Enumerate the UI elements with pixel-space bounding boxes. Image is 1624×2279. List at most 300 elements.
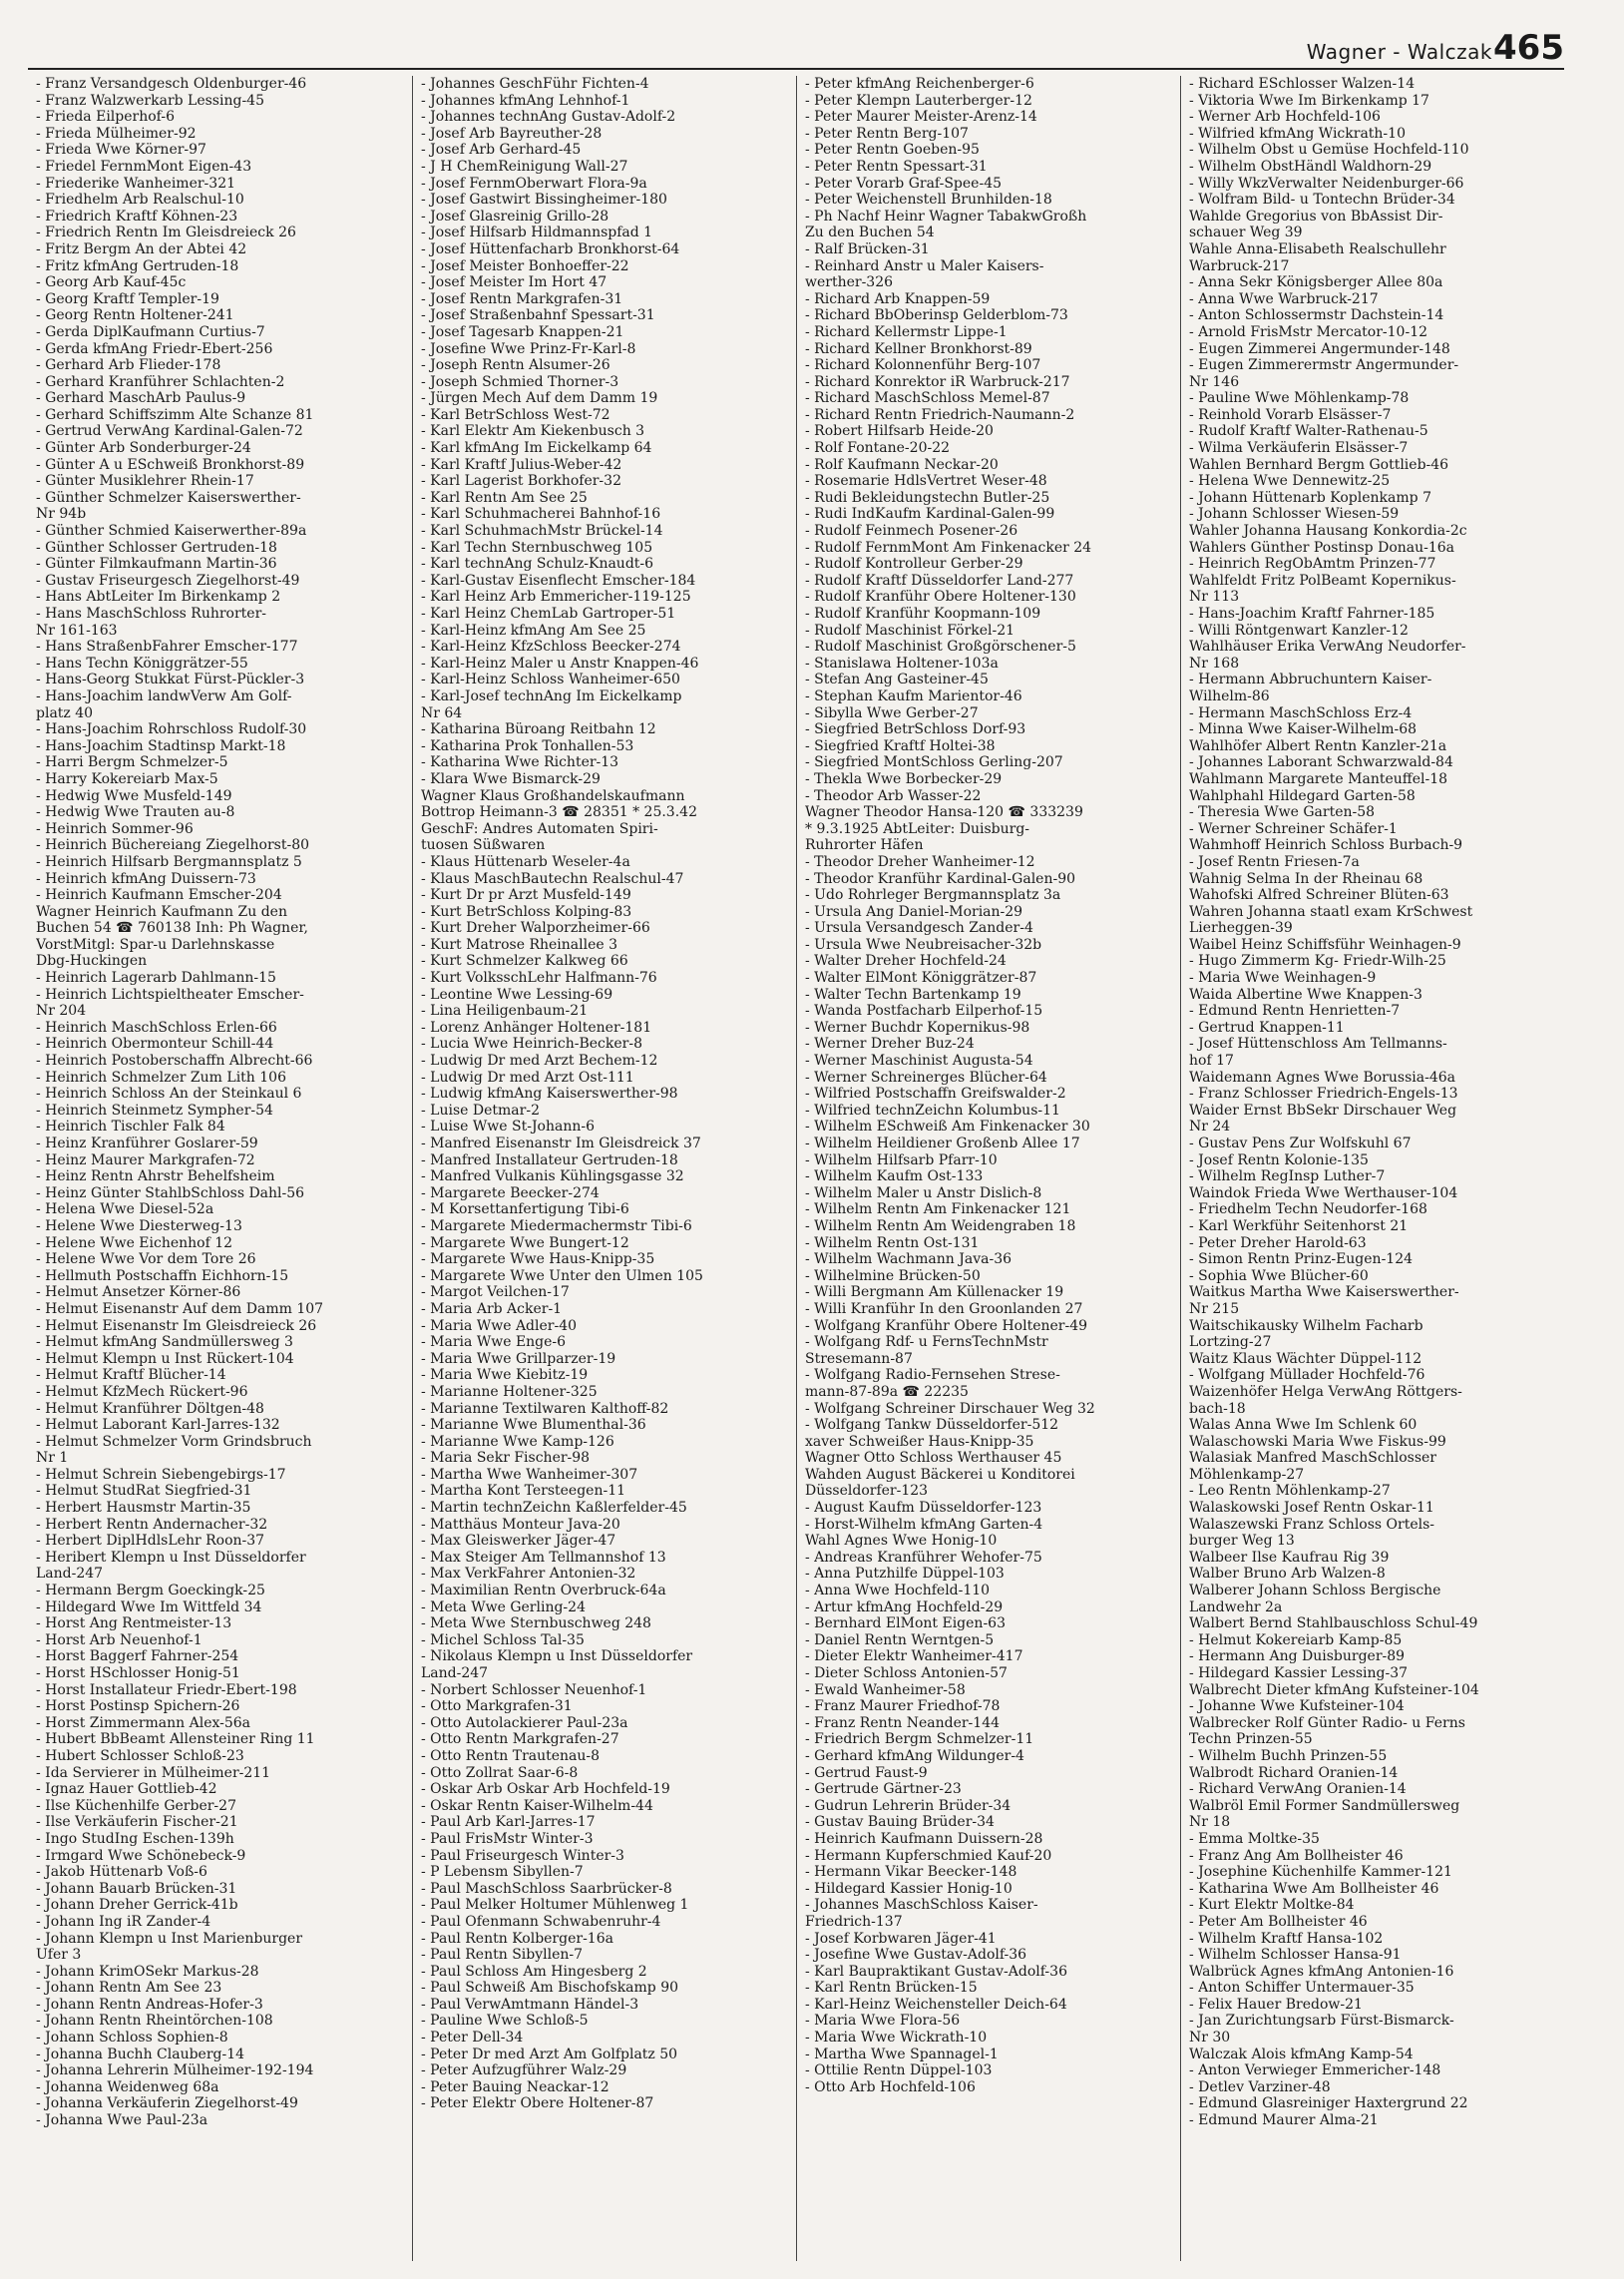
directory-entry-line: - Wolfram Bild- u Tontechn Brüder-34	[1189, 192, 1455, 209]
directory-entry-line: - Helmut Ansetzer Körner-86	[36, 1284, 241, 1301]
directory-entry-line: - Werner Schreiner Schäfer-1	[1189, 820, 1398, 837]
directory-entry-line: - Josef Gastwirt Bissingheimer-180	[421, 192, 667, 209]
directory-entry-line: - Leontine Wwe Lessing-69	[421, 986, 613, 1003]
directory-entry-line: - Paul MaschSchloss Saarbrücker-8	[421, 1880, 672, 1897]
directory-entry-line: - Katharina Prok Tonhallen-53	[421, 737, 634, 754]
directory-entry-line: - Lina Heiligenbaum-21	[421, 1003, 589, 1020]
directory-entry-line: - Peter Maurer Meister-Arenz-14	[805, 109, 1037, 126]
directory-entry-line: tuosen Süßwaren	[421, 837, 546, 854]
directory-entry-line: VorstMitgl: Spar-u Darlehnskasse	[36, 936, 275, 953]
directory-entry-line: - Martha Wwe Wanheimer-307	[421, 1466, 638, 1483]
directory-entry-line: - Karl-Heinz Weichensteller Deich-64	[805, 1996, 1067, 2013]
directory-entry-line: - Gustav Friseurgesch Ziegelhorst-49	[36, 572, 300, 589]
directory-entry-line: - Theodor Kranführ Kardinal-Galen-90	[805, 870, 1076, 887]
directory-entry-line: - Oskar Arb Oskar Arb Hochfeld-19	[421, 1781, 670, 1798]
directory-entry-line: - Stefan Ang Gasteiner-45	[805, 672, 989, 688]
directory-column-3	[796, 76, 1180, 2261]
directory-entry-line: - Wilhelm Hilfsarb Pfarr-10	[805, 1151, 998, 1168]
directory-entry-line: - Anna Wwe Warbruck-217	[1189, 290, 1379, 307]
directory-entry-line: - Frieda Mülheimer-92	[36, 125, 197, 142]
directory-entry-line: - Günther Schlosser Gertruden-18	[36, 539, 277, 556]
directory-entry-line: - Detlev Varziner-48	[1189, 2078, 1331, 2095]
directory-entry-line: - Wilfried kfmAng Wickrath-10	[1189, 125, 1406, 142]
directory-entry-line: - Thekla Wwe Borbecker-29	[805, 770, 1003, 787]
directory-entry-line: - Helmut Kraftf Blücher-14	[36, 1367, 226, 1384]
directory-entry-line: Düsseldorfer-123	[805, 1483, 929, 1500]
directory-entry-line: - Ottilie Rentn Düppel-103	[805, 2062, 993, 2079]
directory-entry-line: - Max VerkFahrer Antonien-32	[421, 1566, 636, 1583]
directory-entry-line: - Katharina Wwe Richter-13	[421, 754, 619, 771]
directory-entry-line: - Wilhelm Rentn Ost-131	[805, 1234, 980, 1251]
directory-entry-line: - Richard Kellermstr Lippe-1	[805, 323, 1008, 340]
directory-entry-line: - Ilse Küchenhilfe Gerber-27	[36, 1797, 236, 1814]
directory-entry-line: - Gerhard kfmAng Wildunger-4	[805, 1747, 1024, 1764]
directory-entry-line: - Frieda Eilperhof-6	[36, 109, 175, 126]
directory-entry-line: - Dieter Elektr Wanheimer-417	[805, 1648, 1023, 1665]
directory-entry-line: - Martha Wwe Spannagel-1	[805, 2046, 999, 2062]
directory-entry-line: - Joseph Rentn Alsumer-26	[421, 357, 610, 374]
directory-entry-line: - Wilhelm ObstHändl Waldhorn-29	[1189, 158, 1432, 175]
directory-entry-line: - Otto Rentn Trautenau-8	[421, 1747, 601, 1764]
directory-entry-line: - Karl-Josef technAng Im Eickelkamp	[421, 687, 682, 704]
running-head: Wagner - Walczak	[1306, 40, 1492, 64]
directory-entry-line: - Peter Weichenstell Brunhilden-18	[805, 192, 1052, 209]
directory-entry-line: - Karl Werkführ Seitenhorst 21	[1189, 1217, 1409, 1234]
directory-entry-line: - Günter Filmkaufmann Martin-36	[36, 556, 277, 573]
directory-entry-line: - Jürgen Mech Auf dem Damm 19	[421, 390, 658, 407]
directory-entry-line: Walaschowski Maria Wwe Fiskus-99	[1189, 1433, 1446, 1450]
directory-entry-line: - Georg Rentn Holtener-241	[36, 307, 234, 324]
directory-entry-line: Waitz Klaus Wächter Düppel-112	[1189, 1350, 1422, 1367]
directory-entry-line: - Rudolf Kranführ Koopmann-109	[805, 606, 1041, 622]
directory-entry-line: - P Lebensm Sibyllen-7	[421, 1864, 584, 1881]
directory-entry-line: - Paul FrisMstr Winter-3	[421, 1830, 594, 1847]
directory-entry-line: - Franz Ang Am Bollheister 46	[1189, 1847, 1404, 1864]
directory-entry-line: - J H ChemReinigung Wall-27	[421, 158, 628, 175]
directory-entry-line: - Georg Arb Kauf-45c	[36, 274, 187, 291]
directory-entry-line: - Ludwig Dr med Arzt Bechem-12	[421, 1053, 658, 1070]
directory-entry-line: - Hermann Kupferschmied Kauf-20	[805, 1847, 1052, 1864]
directory-entry-line: Wahmhoff Heinrich Schloss Burbach-9	[1189, 837, 1463, 854]
directory-entry-line: - Helmut kfmAng Sandmüllersweg 3	[36, 1334, 293, 1351]
directory-entry-line: - Karl BetrSchloss West-72	[421, 406, 610, 423]
directory-entry-line: - Günther Schmied Kaiserwerther-89a	[36, 523, 307, 540]
directory-entry-line: Lierheggen-39	[1189, 920, 1293, 937]
directory-entry-line: - Wanda Postfacharb Eilperhof-15	[805, 1003, 1043, 1020]
directory-entry-line: - Johann KrimOSekr Markus-28	[36, 1963, 259, 1980]
directory-entry-line: - Walter Dreher Hochfeld-24	[805, 953, 1007, 970]
directory-entry-line: - Leo Rentn Möhlenkamp-27	[1189, 1483, 1391, 1500]
directory-entry-line: - Margarete Wwe Unter den Ulmen 105	[421, 1267, 703, 1284]
directory-entry-line: - Hedwig Wwe Musfeld-149	[36, 787, 232, 804]
directory-entry-line: - Udo Rohrleger Bergmannsplatz 3a	[805, 887, 1061, 904]
directory-entry-line: - Josefine Wwe Gustav-Adolf-36	[805, 1947, 1027, 1964]
directory-entry-line: - Kurt BetrSchloss Kolping-83	[421, 903, 632, 920]
directory-entry-line: Wahlhöfer Albert Rentn Kanzler-21a	[1189, 737, 1447, 754]
directory-entry-line: - Helene Wwe Diesterweg-13	[36, 1217, 242, 1234]
directory-entry-line: - Heinrich kfmAng Duissern-73	[36, 870, 256, 887]
directory-entry-line: hof 17	[1189, 1053, 1234, 1070]
directory-entry-line: - Karl-Heinz Maler u Anstr Knappen-46	[421, 655, 699, 672]
directory-entry-line: - Sophia Wwe Blücher-60	[1189, 1267, 1369, 1284]
directory-entry-line: Nr 24	[1189, 1119, 1231, 1136]
directory-entry-line: - Wilhelm Rentn Am Weidengraben 18	[805, 1217, 1076, 1234]
directory-entry-line: - Margarete Wwe Haus-Knipp-35	[421, 1251, 655, 1268]
directory-entry-line: - Pauline Wwe Möhlenkamp-78	[1189, 390, 1410, 407]
directory-entry-line: - Hermann MaschSchloss Erz-4	[1189, 704, 1413, 721]
directory-entry-line: Wahl Agnes Wwe Honig-10	[805, 1533, 998, 1550]
directory-entry-line: - Hans Techn Königgrätzer-55	[36, 655, 248, 672]
directory-entry-line: Wahren Johanna staatl exam KrSchwest	[1189, 903, 1473, 920]
directory-entry-line: - Wolfgang Müllader Hochfeld-76	[1189, 1367, 1425, 1384]
directory-entry-line: - Heinrich RegObAmtm Prinzen-77	[1189, 556, 1436, 573]
directory-entry-line: - Richard Kellner Bronkhorst-89	[805, 340, 1032, 357]
directory-entry-line: - Günter Arb Sonderburger-24	[36, 440, 251, 457]
directory-entry-line: - Edmund Glasreiniger Haxtergrund 22	[1189, 2095, 1468, 2112]
directory-entry-line: - Rudolf Kraftf Walter-Rathenau-5	[1189, 423, 1428, 440]
directory-entry-line: - Ralf Brücken-31	[805, 240, 930, 257]
directory-entry-line: platz 40	[36, 704, 94, 721]
directory-entry-line: - Martin technZeichn Kaßlerfelder-45	[421, 1500, 687, 1517]
directory-entry-line: - Willy WkzVerwalter Neidenburger-66	[1189, 175, 1464, 192]
directory-entry-line: - Johann Klempn u Inst Marienburger	[36, 1930, 303, 1947]
directory-entry-line: - Ph Nachf Heinr Wagner TabakwGroßh	[805, 208, 1087, 225]
directory-entry-line: - Norbert Schlosser Neuenhof-1	[421, 1681, 647, 1698]
directory-entry-line: - Günter Musiklehrer Rhein-17	[36, 473, 254, 490]
directory-entry-line: - Viktoria Wwe Im Birkenkamp 17	[1189, 92, 1429, 109]
directory-entry-line: - Gustav Pens Zur Wolfskuhl 67	[1189, 1136, 1412, 1151]
directory-entry-line: - Heinrich Büchereiang Ziegelhorst-80	[36, 837, 310, 854]
directory-entry-line: - Paul Friseurgesch Winter-3	[421, 1847, 624, 1864]
directory-entry-line: - Gertrud VerwAng Kardinal-Galen-72	[36, 423, 303, 440]
directory-entry-line: - Paul Schloss Am Hingesberg 2	[421, 1963, 647, 1980]
directory-entry-line: - Rudolf Maschinist Großgörschener-5	[805, 639, 1076, 656]
directory-entry-line: - Maria Wwe Weinhagen-9	[1189, 970, 1377, 987]
directory-entry-line: - Wilhelm ESchweiß Am Finkenacker 30	[805, 1119, 1090, 1136]
directory-entry-line: burger Weg 13	[1189, 1533, 1295, 1550]
directory-entry-line: - Klara Wwe Bismarck-29	[421, 770, 601, 787]
directory-entry-line: - Ursula Ang Daniel-Morian-29	[805, 903, 1023, 920]
directory-entry-line: - Lorenz Anhänger Holtener-181	[421, 1019, 652, 1036]
directory-entry-line: Wahlfeldt Fritz PolBeamt Kopernikus-	[1189, 572, 1456, 589]
directory-entry-line: - Johanna Lehrerin Mülheimer-192-194	[36, 2062, 314, 2079]
directory-entry-line: - Heinrich Tischler Falk 84	[36, 1119, 225, 1136]
directory-entry-line: - Werner Arb Hochfeld-106	[1189, 109, 1381, 126]
directory-entry-line: - Richard BbOberinsp Gelderblom-73	[805, 307, 1068, 324]
directory-entry-line: - Maximilian Rentn Overbruck-64a	[421, 1583, 666, 1599]
directory-entry-line: - Wolfgang Tankw Düsseldorfer-512	[805, 1417, 1059, 1434]
directory-entry-line: - Klaus MaschBautechn Realschul-47	[421, 870, 684, 887]
directory-entry-line: - Wolfgang Schreiner Dirschauer Weg 32	[805, 1400, 1095, 1417]
directory-entry-line: Walbrück Agnes kfmAng Antonien-16	[1189, 1963, 1454, 1980]
directory-entry-line: - Margarete Beecker-274	[421, 1184, 600, 1201]
directory-entry-line: - Richard Rentn Friedrich-Naumann-2	[805, 406, 1075, 423]
directory-entry-line: - Karl-Heinz Schloss Wanheimer-650	[421, 672, 680, 688]
directory-entry-line: - Joseph Schmied Thorner-3	[421, 373, 619, 390]
directory-entry-line: - Willi Röntgenwart Kanzler-12	[1189, 622, 1409, 639]
directory-entry-line: - Gustav Bauing Brüder-34	[805, 1814, 995, 1831]
directory-entry-line: Wahofski Alfred Schreiner Blüten-63	[1189, 887, 1449, 904]
directory-entry-line: - Franz Versandgesch Oldenburger-46	[36, 76, 307, 92]
directory-entry-line: Waidemann Agnes Wwe Borussia-46a	[1189, 1069, 1455, 1086]
directory-entry-line: - Lucia Wwe Heinrich-Becker-8	[421, 1036, 642, 1053]
directory-entry-line: - Werner Schreinerges Blücher-64	[805, 1069, 1047, 1086]
directory-entry-line: Nr 168	[1189, 655, 1240, 672]
directory-entry-line: - Peter Aufzugführer Walz-29	[421, 2062, 627, 2079]
directory-entry-line: - Josef Meister Bonhoeffer-22	[421, 257, 629, 274]
directory-entry-line: - Otto Rentn Markgrafen-27	[421, 1731, 619, 1748]
directory-entry-line: - M Korsettanfertigung Tibi-6	[421, 1201, 629, 1218]
directory-entry-line: - Meta Wwe Gerling-24	[421, 1598, 586, 1615]
directory-entry-line: - Johannes technAng Gustav-Adolf-2	[421, 109, 676, 126]
directory-entry-line: - Johann Ing iR Zander-4	[36, 1913, 211, 1930]
directory-entry-line: - Friedrich Bergm Schmelzer-11	[805, 1731, 1034, 1748]
directory-entry-line: - Franz Schlosser Friedrich-Engels-13	[1189, 1086, 1458, 1103]
directory-entry-line: - Meta Wwe Sternbuschweg 248	[421, 1615, 651, 1632]
directory-entry-line: - Paul Melker Holtumer Mühlenweg 1	[421, 1897, 689, 1914]
directory-entry-line: Nr 113	[1189, 589, 1240, 606]
directory-entry-line: - Maria Wwe Grillparzer-19	[421, 1350, 616, 1367]
directory-entry-line: - Karl Baupraktikant Gustav-Adolf-36	[805, 1963, 1067, 1980]
directory-entry-line: Wahle Anna-Elisabeth Realschullehr	[1189, 240, 1446, 257]
page-number: 465	[1493, 28, 1564, 68]
directory-entry-line: - Peter Klempn Lauterberger-12	[805, 92, 1032, 109]
directory-entry-line: - Siegfried BetrSchloss Dorf-93	[805, 721, 1026, 738]
directory-entry-line: - Jakob Hüttenarb Voß-6	[36, 1864, 207, 1881]
directory-entry-line: - Hildegard Kassier Honig-10	[805, 1880, 1013, 1897]
directory-entry-line: - Frieda Wwe Körner-97	[36, 142, 206, 159]
directory-entry-line: - Paul Arb Karl-Jarres-17	[421, 1814, 596, 1831]
directory-entry-line: - Arnold FrisMstr Mercator-10-12	[1189, 323, 1428, 340]
directory-entry-line: - Johanna Buchh Clauberg-14	[36, 2046, 245, 2062]
directory-entry-line: - Rolf Kaufmann Neckar-20	[805, 456, 999, 473]
directory-entry-line: - Gerhard MaschArb Paulus-9	[36, 390, 246, 407]
directory-entry-line: - Wolfgang Radio-Fernsehen Strese-	[805, 1367, 1060, 1384]
directory-entry-line: Nr 161-163	[36, 622, 118, 639]
directory-entry-line: - Heinz Maurer Markgrafen-72	[36, 1151, 255, 1168]
directory-entry-line: Nr 30	[1189, 2030, 1231, 2047]
directory-entry-line: - Heinz Kranführer Goslarer-59	[36, 1136, 258, 1151]
directory-entry-line: Nr 18	[1189, 1814, 1231, 1831]
directory-entry-line: - Johann Bauarb Brücken-31	[36, 1880, 237, 1897]
directory-entry-line: - Fritz kfmAng Gertruden-18	[36, 257, 239, 274]
directory-entry-line: * 9.3.1925 AbtLeiter: Duisburg-	[805, 820, 1030, 837]
directory-entry-line: - Wilhelm RegInsp Luther-7	[1189, 1168, 1386, 1185]
directory-entry-line: Wahlers Günther Postinsp Donau-16a	[1189, 539, 1455, 556]
directory-entry-line: - Peter Dreher Harold-63	[1189, 1234, 1367, 1251]
directory-entry-line: - Herbert Rentn Andernacher-32	[36, 1516, 268, 1533]
directory-entry-line: - Margarete Wwe Bungert-12	[421, 1234, 629, 1251]
directory-entry-line: - Gerda DiplKaufmann Curtius-7	[36, 323, 265, 340]
directory-entry-line: - Harry Kokereiarb Max-5	[36, 770, 218, 787]
directory-entry-line: - Werner Dreher Buz-24	[805, 1036, 975, 1053]
directory-entry-line: - Hugo Zimmerm Kg- Friedr-Wilh-25	[1189, 953, 1446, 970]
directory-entry-line: - Anton Verwieger Emmericher-148	[1189, 2062, 1441, 2079]
directory-entry-line: - Richard MaschSchloss Memel-87	[805, 390, 1050, 407]
directory-entry-line: - Heinrich Hilfsarb Bergmannsplatz 5	[36, 853, 302, 870]
directory-entry-line: - Karl-Gustav Eisenflecht Emscher-184	[421, 572, 696, 589]
directory-entry-line: - Horst Ang Rentmeister-13	[36, 1615, 232, 1632]
directory-entry-line: Land-247	[36, 1566, 104, 1583]
directory-entry-line: - Helena Wwe Diesel-52a	[36, 1201, 214, 1218]
directory-entry-line: - Theresia Wwe Garten-58	[1189, 804, 1376, 821]
directory-entry-line: Wagner Otto Schloss Werthauser 45	[805, 1450, 1062, 1467]
directory-entry-line: - Johannes kfmAng Lehnhof-1	[421, 92, 630, 109]
directory-entry-line: - Helene Wwe Eichenhof 12	[36, 1234, 233, 1251]
directory-entry-line: - Horst Baggerf Fahrner-254	[36, 1648, 239, 1665]
directory-entry-line: - Otto Arb Hochfeld-106	[805, 2078, 976, 2095]
directory-entry-line: - Friedel FernmMont Eigen-43	[36, 158, 252, 175]
directory-entry-line: - Helena Wwe Dennewitz-25	[1189, 473, 1391, 490]
directory-entry-line: Waitschikausky Wilhelm Facharb	[1189, 1317, 1423, 1334]
directory-entry-line: - Ursula Wwe Neubreisacher-32b	[805, 936, 1042, 953]
directory-entry-line: - Richard VerwAng Oranien-14	[1189, 1781, 1407, 1798]
directory-entry-line: - Edmund Rentn Henrietten-7	[1189, 1003, 1401, 1020]
directory-entry-line: - Herbert Hausmstr Martin-35	[36, 1500, 251, 1517]
directory-entry-line: Wahden August Bäckerei u Konditorei	[805, 1466, 1075, 1483]
directory-entry-line: - Irmgard Wwe Schönebeck-9	[36, 1847, 246, 1864]
directory-entry-line: - Heinrich Postoberschaffn Albrecht-66	[36, 1053, 313, 1070]
directory-entry-line: - Richard Kolonnenführ Berg-107	[805, 357, 1041, 374]
directory-entry-line: - Günther Schmelzer Kaiserswerther-	[36, 489, 301, 506]
directory-entry-line: - Karl Elektr Am Kiekenbusch 3	[421, 423, 645, 440]
directory-entry-line: - Josef Rentn Kolonie-135	[1189, 1151, 1369, 1168]
directory-entry-line: - Friederike Wanheimer-321	[36, 175, 236, 192]
directory-entry-line: - Stephan Kaufm Marientor-46	[805, 687, 1022, 704]
directory-entry-line: Walbrecker Rolf Günter Radio- u Ferns	[1189, 1714, 1465, 1731]
directory-entry-line: - Max Gleiswerker Jäger-47	[421, 1533, 616, 1550]
directory-entry-line: Techn Prinzen-55	[1189, 1731, 1313, 1748]
directory-entry-line: - Eugen Zimmerei Angermunder-148	[1189, 340, 1450, 357]
directory-entry-line: - Fritz Bergm An der Abtei 42	[36, 240, 247, 257]
directory-entry-line: - Friedhelm Techn Neudorfer-168	[1189, 1201, 1427, 1218]
directory-entry-line: - Paul Ofenmann Schwabenruhr-4	[421, 1913, 661, 1930]
directory-entry-line: - Helmut Laborant Karl-Jarres-132	[36, 1417, 280, 1434]
directory-entry-line: - Johann Hüttenarb Koplenkamp 7	[1189, 489, 1431, 506]
directory-entry-line: - Simon Rentn Prinz-Eugen-124	[1189, 1251, 1414, 1268]
directory-entry-line: - Peter Bauing Neackar-12	[421, 2078, 609, 2095]
directory-entry-line: - Gerhard Kranführer Schlachten-2	[36, 373, 285, 390]
directory-entry-line: - Luise Detmar-2	[421, 1102, 540, 1119]
directory-entry-line: - Karl Heinz Arb Emmericher-119-125	[421, 589, 691, 606]
directory-entry-line: Waida Albertine Wwe Knappen-3	[1189, 986, 1422, 1003]
directory-entry-line: - Helmut Kranführer Döltgen-48	[36, 1400, 264, 1417]
directory-entry-line: - Wilhelm Maler u Anstr Dislich-8	[805, 1184, 1042, 1201]
directory-entry-line: - Johannes Laborant Schwarzwald-84	[1189, 754, 1453, 771]
directory-entry-line: - Wilfried Postschaffn Greifswalder-2	[805, 1086, 1066, 1103]
directory-entry-line: - Wilhelm Schlosser Hansa-91	[1189, 1947, 1402, 1964]
directory-entry-line: Walasiak Manfred MaschSchlosser	[1189, 1450, 1436, 1467]
directory-entry-line: Friedrich-137	[805, 1913, 903, 1930]
directory-entry-line: - Horst Zimmermann Alex-56a	[36, 1714, 251, 1731]
directory-entry-line: - Horst Arb Neuenhof-1	[36, 1631, 203, 1648]
directory-entry-line: Wagner Klaus Großhandelskaufmann	[421, 787, 685, 804]
directory-entry-line: - Manfred Installateur Gertruden-18	[421, 1151, 678, 1168]
directory-entry-line: - Peter Rentn Spessart-31	[805, 158, 988, 175]
directory-entry-line: - Wolfgang Rdf- u FernsTechnMstr	[805, 1334, 1048, 1351]
directory-entry-line: - Pauline Wwe Schloß-5	[421, 2013, 589, 2030]
directory-entry-line: - Maria Wwe Kiebitz-19	[421, 1367, 589, 1384]
directory-entry-line: - Otto Markgrafen-31	[421, 1698, 573, 1715]
directory-entry-line: - Hans-Joachim Kraftf Fahrner-185	[1189, 606, 1435, 622]
directory-entry-line: - Josef Hüttenschloss Am Tellmanns-	[1189, 1036, 1447, 1053]
directory-entry-line: - Johann Schlosser Wiesen-59	[1189, 506, 1400, 523]
directory-entry-line: - Eugen Zimmerermstr Angermunder-	[1189, 357, 1459, 374]
directory-entry-line: - Johann Rentn Am See 23	[36, 1980, 222, 1997]
directory-entry-line: - Wilhelm Kaufm Ost-133	[805, 1168, 984, 1185]
directory-entry-line: Waider Ernst BbSekr Dirschauer Weg	[1189, 1102, 1457, 1119]
directory-entry-line: - Richard Arb Knappen-59	[805, 290, 991, 307]
directory-entry-line: - Friedhelm Arb Realschul-10	[36, 192, 244, 209]
directory-entry-line: - Stanislawa Holtener-103a	[805, 655, 999, 672]
directory-entry-line: - Marianne Wwe Kamp-126	[421, 1433, 614, 1450]
directory-entry-line: - Andreas Kranführer Wehofer-75	[805, 1549, 1042, 1566]
directory-entry-line: - Ilse Verkäuferin Fischer-21	[36, 1814, 238, 1831]
directory-entry-line: Zu den Buchen 54	[805, 225, 935, 241]
directory-entry-line: - Hermann Abbruchuntern Kaiser-	[1189, 672, 1432, 688]
directory-entry-line: - Kurt Dreher Walporzheimer-66	[421, 920, 650, 937]
directory-entry-line: - Karl Schuhmacherei Bahnhof-16	[421, 506, 661, 523]
directory-column-2	[412, 76, 796, 2261]
directory-entry-line: - Kurt Elektr Moltke-84	[1189, 1897, 1355, 1914]
directory-entry-line: - Karl Kraftf Julius-Weber-42	[421, 456, 622, 473]
directory-entry-line: - Martha Kont Tersteegen-11	[421, 1483, 626, 1500]
directory-entry-line: - Maria Wwe Flora-56	[805, 2013, 961, 2030]
directory-entry-line: - Maria Arb Acker-1	[421, 1300, 563, 1317]
directory-entry-line: - Johanne Wwe Kufsteiner-104	[1189, 1698, 1405, 1715]
directory-entry-line: Nr 1	[36, 1450, 69, 1467]
directory-entry-line: - Hubert Schlosser Schloß-23	[36, 1747, 244, 1764]
directory-entry-line: - Johann Rentn Rheintörchen-108	[36, 2013, 273, 2030]
directory-entry-line: - Hans-Joachim Stadtinsp Markt-18	[36, 737, 286, 754]
directory-entry-line: - Helene Wwe Vor dem Tore 26	[36, 1251, 256, 1268]
directory-entry-line: - Helmut Schmelzer Vorm Grindsbruch	[36, 1433, 312, 1450]
directory-entry-line: - Walter ElMont Königgrätzer-87	[805, 970, 1037, 987]
directory-entry-line: - Helmut KfzMech Rückert-96	[36, 1383, 248, 1400]
directory-column-1	[28, 76, 412, 2261]
directory-entry-line: - Paul Rentn Kolberger-16a	[421, 1930, 613, 1947]
directory-entry-line: Walber Bruno Arb Walzen-8	[1189, 1566, 1386, 1583]
directory-entry-line: - Jan Zurichtungsarb Fürst-Bismarck-	[1189, 2013, 1454, 2030]
directory-entry-line: Dbg-Huckingen	[36, 953, 148, 970]
directory-entry-line: mann-87-89a ☎ 22235	[805, 1383, 969, 1400]
directory-entry-line: - Josef Korbwaren Jäger-41	[805, 1930, 997, 1947]
directory-entry-line: Walczak Alois kfmAng Kamp-54	[1189, 2046, 1414, 2062]
directory-entry-line: - Richard ESchlosser Walzen-14	[1189, 76, 1416, 92]
directory-entry-line: - Hermann Vikar Beecker-148	[805, 1864, 1017, 1881]
directory-entry-line: - Karl-Heinz kfmAng Am See 25	[421, 622, 646, 639]
directory-entry-line: Nr 64	[421, 704, 463, 721]
directory-entry-line: - Kurt Dr pr Arzt Musfeld-149	[421, 887, 631, 904]
directory-entry-line: - Franz Rentn Neander-144	[805, 1714, 1001, 1731]
directory-entry-line: - Heribert Klempn u Inst Düsseldorfer	[36, 1549, 306, 1566]
directory-entry-line: - Maria Sekr Fischer-98	[421, 1450, 591, 1467]
directory-entry-line: - Theodor Dreher Wanheimer-12	[805, 853, 1035, 870]
directory-entry-line: - Josefine Wwe Prinz-Fr-Karl-8	[421, 340, 636, 357]
directory-entry-line: - Josef Rentn Friesen-7a	[1189, 853, 1360, 870]
directory-entry-line: - Ursula Versandgesch Zander-4	[805, 920, 1033, 937]
directory-entry-line: - Josef Hüttenfacharb Bronkhorst-64	[421, 240, 680, 257]
directory-entry-line: - Heinrich Kaufmann Duissern-28	[805, 1830, 1043, 1847]
directory-entry-line: - Wilfried technZeichn Kolumbus-11	[805, 1102, 1060, 1119]
directory-entry-line: - Peter Rentn Berg-107	[805, 125, 969, 142]
directory-entry-line: Walbeer Ilse Kaufrau Rig 39	[1189, 1549, 1390, 1566]
directory-entry-line: - Walter Techn Bartenkamp 19	[805, 986, 1021, 1003]
directory-entry-line: - Kurt VolksschLehr Halfmann-76	[421, 970, 657, 987]
directory-entry-line: - Peter Elektr Obere Holtener-87	[421, 2095, 654, 2112]
directory-entry-line: - Heinz Günter StahlbSchloss Dahl-56	[36, 1184, 305, 1201]
directory-entry-line: - Paul Rentn Sibyllen-7	[421, 1947, 584, 1964]
